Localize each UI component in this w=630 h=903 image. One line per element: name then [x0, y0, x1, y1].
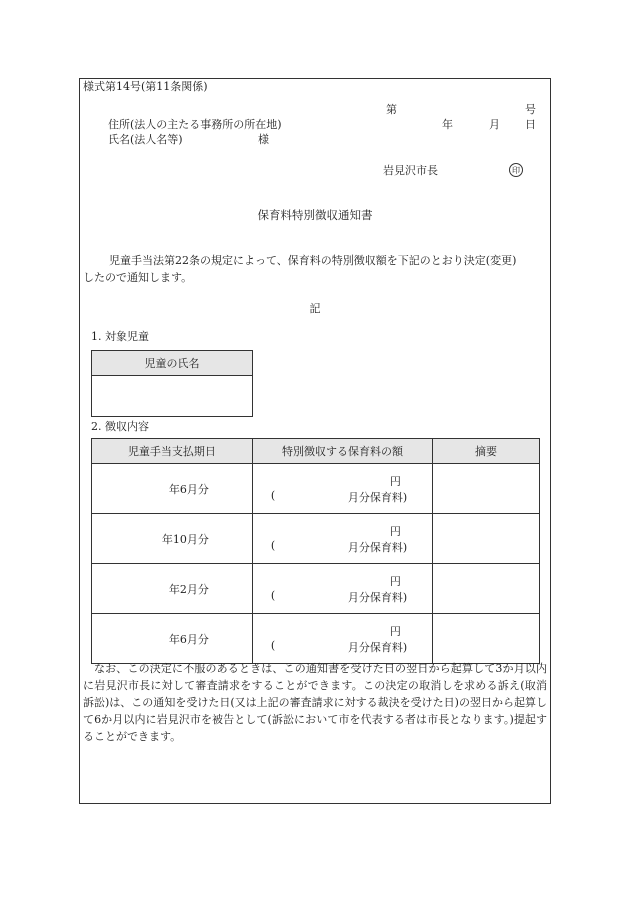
amount-cell[interactable]: [252, 614, 432, 664]
month-fee-label: 月分保育料): [347, 491, 408, 504]
amount-cell[interactable]: [252, 514, 432, 564]
col-remarks: 摘要: [433, 439, 540, 464]
seal-icon: 印: [509, 163, 523, 177]
paren-open: (: [270, 639, 276, 652]
number-suffix: 号: [525, 103, 536, 116]
section1-heading: 1. 対象児童: [91, 330, 149, 343]
month-fee-label: 月分保育料): [347, 541, 408, 554]
paren-open: (: [270, 489, 276, 502]
month-fee-label: 月分保育料): [347, 591, 408, 604]
table-row: [92, 564, 540, 614]
section2-heading: 2. 徴収内容: [91, 420, 149, 433]
remarks-cell[interactable]: [433, 564, 540, 614]
period-cell: 年6月分: [92, 464, 253, 514]
collection-table: [91, 438, 540, 664]
yen-label: 円: [389, 625, 401, 638]
address-label: 住所(法人の主たる事務所の所在地): [108, 118, 282, 131]
remarks-cell[interactable]: [433, 514, 540, 564]
date-year: 年: [442, 118, 453, 131]
col-payment-date: 児童手当支払期日: [92, 439, 253, 464]
form-id: 様式第14号(第11条関係): [83, 80, 208, 93]
paren-open: (: [270, 539, 276, 552]
period-cell: 年10月分: [92, 514, 253, 564]
date-month: 月: [489, 118, 500, 131]
remarks-cell[interactable]: [433, 464, 540, 514]
table-row: [92, 514, 540, 564]
body-line-2: したので通知します。: [83, 271, 193, 284]
number-prefix: 第: [386, 103, 397, 116]
child-table: [91, 350, 253, 417]
yen-label: 円: [389, 475, 401, 488]
paren-open: (: [270, 589, 276, 602]
remarks-cell[interactable]: [433, 614, 540, 664]
document-title: 保育料特別徴収通知書: [257, 208, 373, 222]
ki-heading: 記: [309, 302, 321, 315]
period-cell: 年6月分: [92, 614, 253, 664]
month-fee-label: 月分保育料): [347, 641, 408, 654]
table-row: [92, 464, 540, 514]
body-line-1: 児童手当法第22条の規定によって、保育料の特別徴収額を下記のとおり決定(変更): [109, 254, 517, 267]
appeal-notice: [83, 660, 547, 745]
child-name-cell[interactable]: [92, 376, 253, 417]
child-name-header: 児童の氏名: [92, 351, 253, 376]
yen-label: 円: [389, 525, 401, 538]
appeal-notice-text: なお、この決定に不服のあるときは、この通知書を受けた日の翌日から起算して3か月以内に岩見沢市長に対して審査請求をすることができます。この決定の取消しを求める訴え(取消訴訟)は、この通知を受けた日(又は上記の審査請求に対する裁決を受けた日)の翌日から起算して6か月以内に岩見沢市を被告として(訴訟において市を代表する者は市長となります。)提起することができます。: [83, 662, 547, 743]
table-row: [92, 614, 540, 664]
amount-cell[interactable]: [252, 564, 432, 614]
yen-label: 円: [389, 575, 401, 588]
amount-cell[interactable]: [252, 464, 432, 514]
col-amount: 特別徴収する保育料の額: [252, 439, 432, 464]
name-label: 氏名(法人名等): [108, 133, 183, 146]
honorific: 様: [258, 133, 269, 146]
issuer: 岩見沢市長: [383, 164, 438, 177]
period-cell: 年2月分: [92, 564, 253, 614]
date-day: 日: [525, 118, 536, 131]
